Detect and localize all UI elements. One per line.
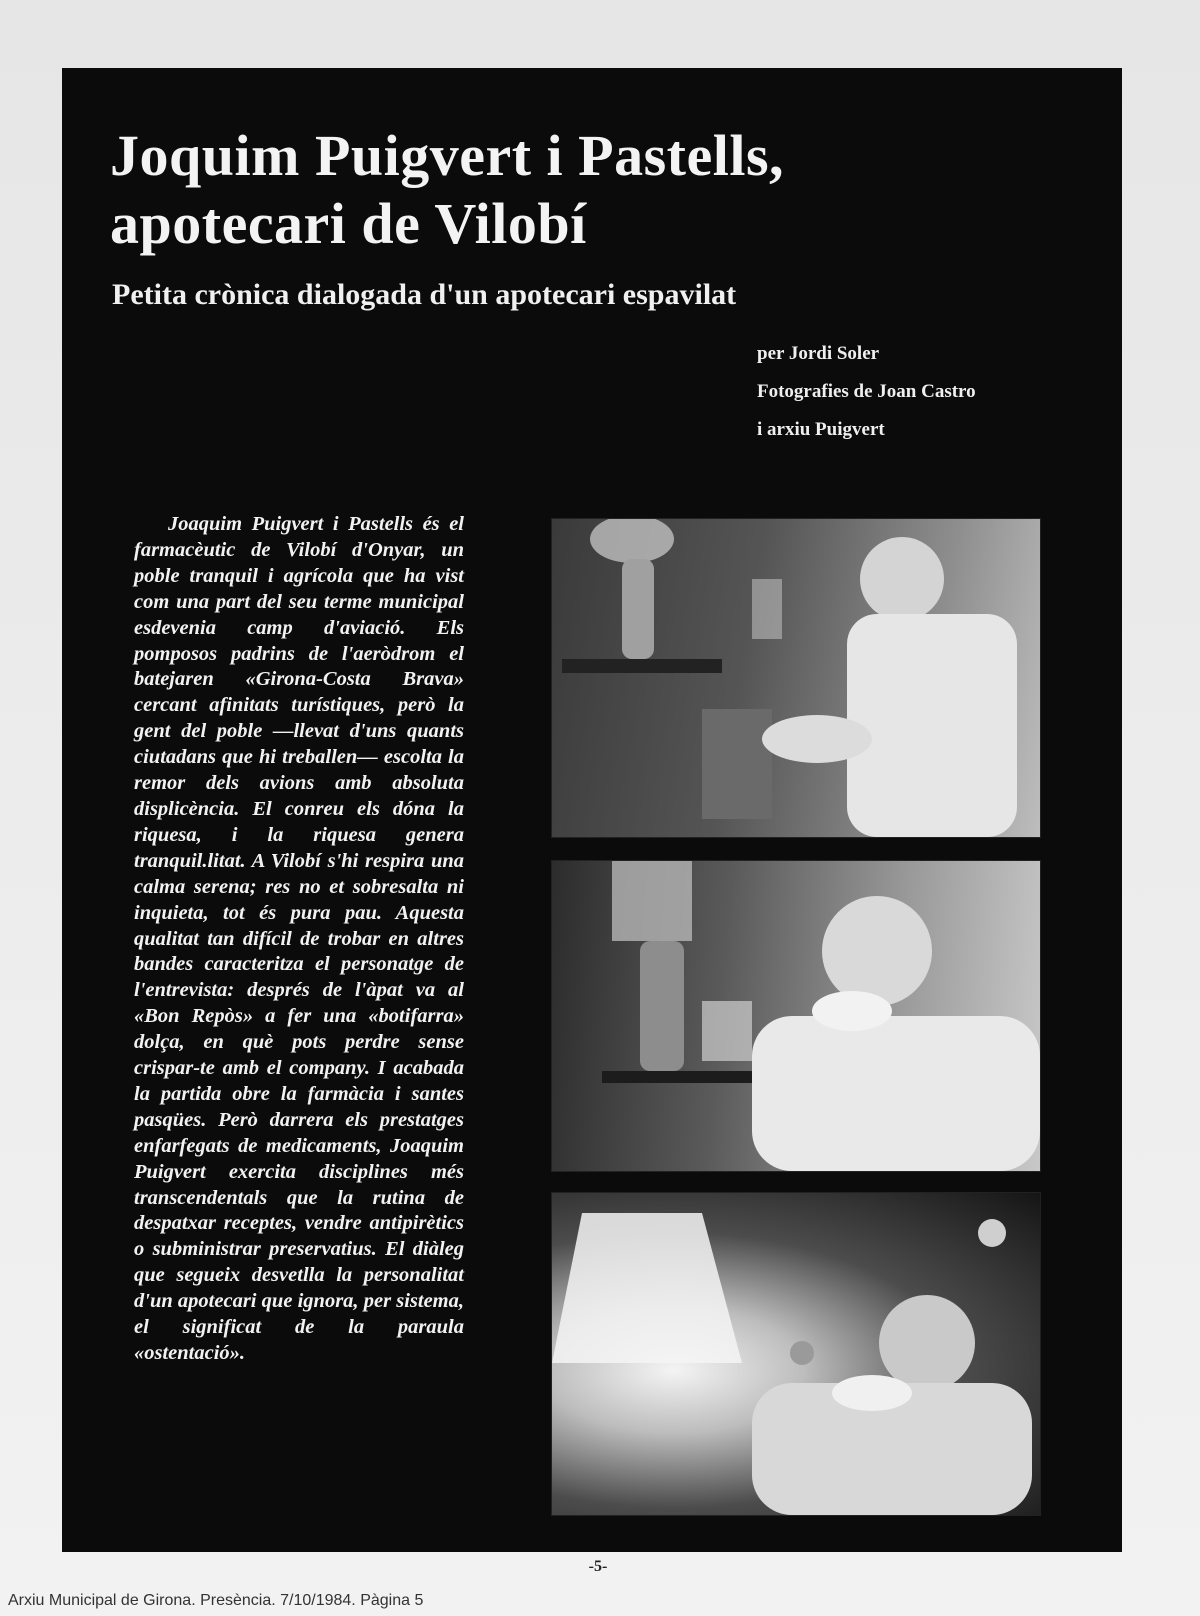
article-intro: Joaquim Puigvert i Pastells és el farmacèutic de Vilobí d'Onyar, un poble tranquil i agrícola que ha vist com una part del seu terme municipal esdevenia camp d'aviació. Els pomposos padrins de l'aeròdrom el batejaren «Girona-Costa Brava» cercant afinitats turístiques, però la gent del poble —llevat d'uns quants ciutadans que hi treballen— escolta la remor dels avions amb absoluta displicència. El conreu els dóna la riquesa, i la riquesa genera tranquil.litat. A Vilobí s'hi respira una calma serena; res no et sobresalta ni inquieta, tot és pura pau. Aquesta qualitat tan difícil de trobar en altres bandes caracteritza el personatge de l'entrevista: després de l'àpat va al «Bon Repòs» a fer una «botifarra» dolça, en què pots perdre sense crispar-te amb el company. I acabada la partida obre la farmàcia i santes pasqües. Però darrera els prestatges enfarfegats de medicaments, Joaquim Puigvert exercita disciplines més transcendentals que la rutina de despatxar receptes, vendre antipirètics o subministrar preservatius. El diàleg que segueix desvetlla la personalitat d'un apotecari que ignora, per sistema, el significat de la paraula «ostentació».: [134, 513, 464, 1364]
credit-photographer: Fotografies de Joan Castro: [757, 381, 976, 402]
archive-caption: Arxiu Municipal de Girona. Presència. 7/10/1984. Pàgina 5: [8, 1592, 424, 1609]
credit-author: per Jordi Soler: [757, 343, 880, 364]
article-title-line-1: Joquim Puigvert i Pastells,: [110, 123, 785, 188]
credit-archive: i arxiu Puigvert: [757, 419, 885, 440]
photo-pharmacist-2: [551, 860, 1041, 1172]
article-credits: [757, 335, 1097, 449]
article-subtitle: Petita crònica dialogada d'un apotecari espavilat: [112, 278, 737, 311]
photo-pharmacist-3: [551, 1192, 1041, 1516]
article-title-line-2: apotecari de Vilobí: [110, 191, 587, 256]
photo-pharmacist-1: [551, 518, 1041, 838]
article-title: [110, 122, 1060, 258]
page-number: -5-: [588, 1558, 608, 1575]
